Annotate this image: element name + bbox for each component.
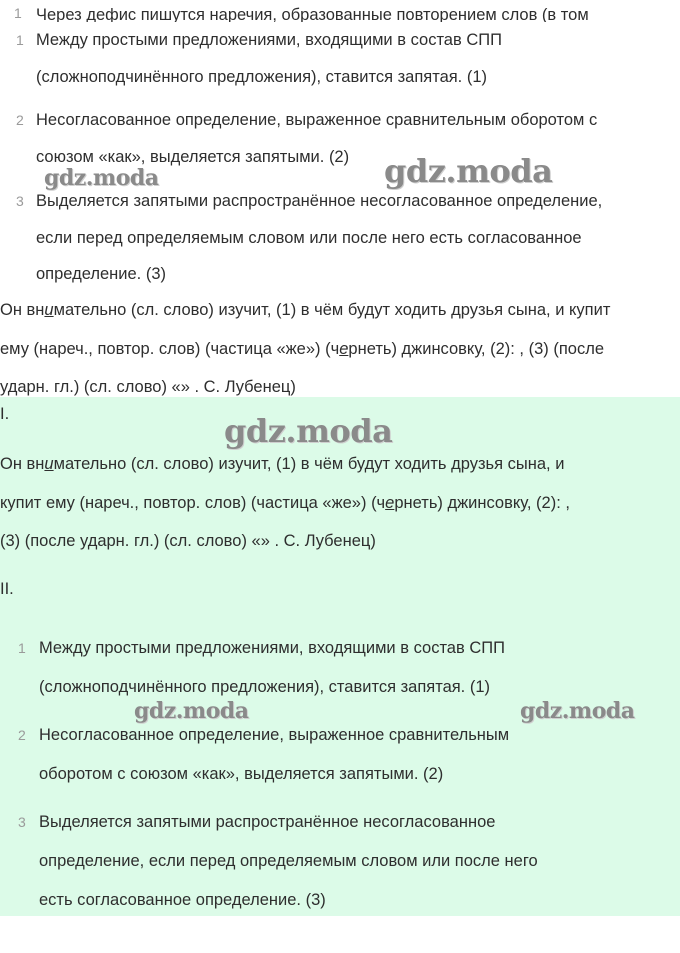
- list-line: (сложноподчинённого предложения), ставится запятая. (1): [39, 678, 491, 696]
- sentence-line: купит ему (нареч., повтор. слов) (частица «же») (чернеть) джинсовку, (2): ,: [0, 493, 570, 512]
- list-number: 2: [18, 727, 26, 743]
- watermark-logo: gdz.moda: [224, 412, 393, 450]
- sentence-line: (3) (после ударн. гл.) (сл. слово) «» . С. Лубенец): [0, 532, 376, 550]
- section-numeral: II.: [0, 580, 14, 598]
- list-number: 1: [14, 5, 22, 21]
- highlighted-letter: и: [44, 455, 54, 473]
- list-line: Между простыми предложениями, входящими в состав СПП: [39, 639, 505, 657]
- sentence-line: Он внимательно (сл. слово) изучит, (1) в чём будут ходить друзья сына, и купит: [0, 301, 611, 319]
- answer-sentence: [0, 445, 570, 561]
- list-line: Выделяется запятыми распространённое несогласованное: [39, 813, 496, 831]
- list-line: (сложноподчинённого предложения), ставится запятая. (1): [36, 67, 488, 86]
- sentence-paragraph: [0, 291, 610, 407]
- list-item-text: Через дефис пишутся наречия, образованные повторением слов (в том: [36, 6, 589, 22]
- list-line: определение. (3): [36, 265, 167, 283]
- highlighted-letter: и: [44, 301, 54, 319]
- list-line: Несогласованное определение, выраженное сравнительным оборотом с: [36, 111, 598, 129]
- section-numeral: I.: [0, 405, 10, 423]
- sentence-line: ударн. гл.) (сл. слово) «» . С. Лубенец): [0, 378, 296, 396]
- highlighted-letter: е: [385, 493, 395, 512]
- watermark-logo: gdz.moda: [384, 152, 553, 190]
- list-number: 2: [16, 112, 24, 128]
- answer-block: [0, 397, 680, 916]
- list-number: 1: [18, 640, 26, 656]
- list-number: 3: [16, 193, 24, 209]
- list-line: союзом «как», выделяется запятыми. (2): [36, 147, 350, 166]
- list-line: если перед определяемым словом или после него есть согласованное: [36, 228, 582, 247]
- list-number: 3: [18, 814, 26, 830]
- list-number: 1: [16, 32, 24, 48]
- list-line: определение, если перед определяемым словом или после него: [39, 852, 538, 870]
- list-line: Между простыми предложениями, входящими в состав СПП: [36, 31, 502, 49]
- list-line: есть согласованное определение. (3): [39, 891, 326, 909]
- sentence-line: Он внимательно (сл. слово) изучит, (1) в чём будут ходить друзья сына, и: [0, 455, 565, 473]
- watermark-logo: gdz.moda: [520, 698, 635, 724]
- list-line: Выделяется запятыми распространённое несогласованное определение,: [36, 192, 603, 210]
- sentence-line: ему (нареч., повтор. слов) (частица «же») (чернеть) джинсовку, (2): , (3) (после: [0, 339, 605, 358]
- highlighted-letter: е: [339, 339, 349, 358]
- watermark-logo: gdz.moda: [44, 165, 159, 191]
- watermark-logo: gdz.moda: [134, 698, 249, 724]
- truncated-line: [0, 0, 680, 22]
- list-line: оборотом с союзом «как», выделяется запятыми. (2): [39, 765, 444, 783]
- list-line: Несогласованное определение, выраженное сравнительным: [39, 726, 510, 744]
